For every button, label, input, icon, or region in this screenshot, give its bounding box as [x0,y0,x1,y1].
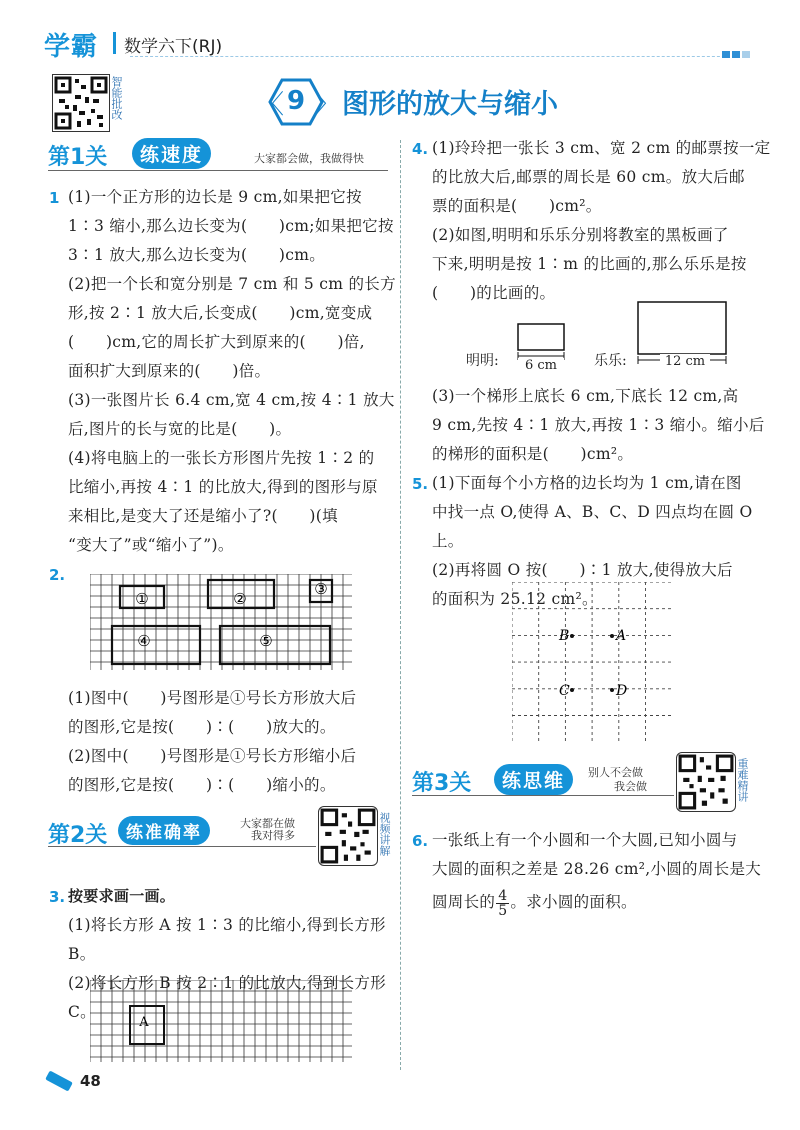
chapter-title: 图形的放大与缩小 [342,89,558,120]
level2-number: 第2关 [48,823,108,848]
level3-pill: 练思维 [494,764,573,795]
q2-label-2: ② [233,590,247,608]
level2-pill: 练准确率 [118,816,210,845]
q1body-line-2: 1∶3 缩小,那么边长变为( )cm;如果把它按 [68,217,394,235]
level2-hint-line2: 我对得多 [251,829,295,842]
q6-number: 6. [412,832,429,850]
fraction-numerator: 4 [498,887,508,904]
qr-code-level3[interactable] [676,752,736,812]
q3body-line-1: (1)将长方形 A 按 1∶3 的比缩小,得到长方形 B。 [68,916,386,963]
rectangle-a-label: A [139,1015,149,1030]
qr-pattern-icon [53,75,109,131]
q3-grid[interactable] [90,980,352,1062]
q2-body [68,684,398,800]
q1body-line-10: (4)将电脑上的一张长方形图片先按 1∶2 的 [68,449,375,467]
q4-label-mingming: 明明: [466,353,499,369]
q2-label-5: ⑤ [259,632,273,650]
q1body-line-4: (2)把一个长和宽分别是 7 cm 和 5 cm 的长方 [68,275,396,293]
brand-logo: 学霸 [44,32,99,62]
q4-dim-mingming: 6 cm [518,358,564,373]
q4body1-line-2: 的比放大后,邮票的周长是 60 cm。放大后邮 [432,168,745,186]
q6-line-2: 大圆的面积之差是 28.26 cm²,小圆的周长是大 [432,860,762,878]
q1-number: 1 [49,189,60,207]
q1body-line-9: 后,图片的长与宽的比是( )。 [68,420,292,438]
header-dots [720,43,750,62]
qr-code-top[interactable] [52,74,110,132]
q1body-line-8: (3)一张图片长 6.4 cm,宽 4 cm,按 4∶1 放大 [68,391,395,409]
q2-label-4: ④ [137,632,151,650]
header-rule [130,56,750,57]
q5body-line-3: (2)再将圆 O 按( )∶1 放大,使得放大后 [432,561,733,579]
q1body-line-3: 3∶1 放大,那么边长变为( )cm。 [68,246,326,264]
level3-hint-line1: 别人不会做 [588,766,643,779]
q1body-line-6: ( )cm,它的周长扩大到原来的( )倍, [68,333,365,351]
q4-label-lele: 乐乐: [594,353,627,369]
q5-dotted-grid[interactable] [512,582,674,744]
q3-title: 按要求画一画。 [68,887,176,905]
q1body-line-1: (1)一个正方形的边长是 9 cm,如果把它按 [68,188,362,206]
level3-hint [588,766,647,794]
q2body-line-2: 的图形,它是按( )∶( )放大的。 [68,718,336,736]
fraction [496,889,509,918]
q6-line-3-pre: 圆周长的 [432,893,496,911]
qr-pattern-icon [319,807,377,865]
q4body2-line-2: 9 cm,先按 4∶1 放大,再按 1∶3 缩小。缩小后 [432,416,765,434]
q2body-line-3: (2)图中( )号图形是①号长方形缩小后 [68,747,357,765]
q2body-line-1: (1)图中( )号图形是①号长方形放大后 [68,689,357,707]
q6-line-3 [432,888,772,918]
q4-body-part1 [432,134,772,308]
level1-number: 第1关 [48,145,108,170]
q2-number: 2. [49,566,66,584]
q4body2-line-1: (3)一个梯形上底长 6 cm,下底长 12 cm,高 [432,387,739,405]
q1body-line-7: 面积扩大到原来的( )倍。 [68,362,271,380]
q5body-line-2: 中找一点 O,使得 A、B、C、D 四点均在圆 O 上。 [432,503,753,550]
q2-label-3: ③ [314,580,328,598]
q6-body [432,826,772,918]
q2body-line-4: 的图形,它是按( )∶( )缩小的。 [68,776,336,794]
q5-number: 5. [412,475,429,493]
qr-code-level2[interactable] [318,806,378,866]
level3-number: 第3关 [412,771,472,796]
qr-top-label: 智能批改 [110,76,123,120]
q4body1-line-1: (1)玲玲把一张长 3 cm、宽 2 cm 的邮票按一定 [432,139,771,157]
q1body-line-5: 形,按 2∶1 放大后,长变成( )cm,宽变成 [68,304,373,322]
q3-number: 3. [49,888,66,906]
qr-pattern-icon [677,753,735,811]
q5body-line-1: (1)下面每个小方格的边长均为 1 cm,请在图 [432,474,742,492]
q1body-line-12: 来相比,是变大了还是缩小了?( )(填 [68,507,338,525]
q4body2-line-3: 的梯形的面积是( )cm²。 [432,445,634,463]
q5-point-c: C [559,683,570,699]
qr-level3-label: 重难精讲 [736,758,749,802]
q1body-line-13: “变大了”或“缩小了”)。 [68,536,234,554]
level2-rule [48,846,316,847]
level2-hint-line1: 大家都在做 [240,817,295,830]
q4body1-line-3: 票的面积是( )cm²。 [432,197,602,215]
level2-hint [240,818,295,842]
pencil-icon [45,1070,73,1091]
column-divider [400,140,401,1070]
q5body-line-4: 的面积为 25.12 cm²。 [432,590,598,608]
qr-level2-label: 视频讲解 [378,812,391,856]
q6-line-3-post: 。求小圆的面积。 [510,893,637,911]
q4-number: 4. [412,140,429,158]
chevron-right-icon: 〉 [314,90,341,120]
level3-hint-line2: 我会做 [614,780,647,793]
level3-rule [412,795,674,796]
level1-rule [48,170,388,171]
q2-label-1: ① [135,590,149,608]
fraction-denominator: 5 [498,902,508,919]
brand-separator [113,32,116,54]
q1body-line-11: 比缩小,再按 4∶1 的比放大,得到的图形与原 [68,478,378,496]
q2-grid [90,574,352,670]
q6-line-1: 一张纸上有一个小圆和一个大圆,已知小圆与 [432,831,738,849]
chapter-number: 9 [286,86,306,116]
q4body1-line-6: ( )的比画的。 [432,284,556,302]
q4-dim-lele: 12 cm [660,354,710,369]
q5-point-b: B [559,628,570,644]
q5-point-a: A [616,628,627,644]
level1-hint: 大家都会做，我做得快 [254,152,364,165]
level1-pill: 练速度 [132,138,211,169]
q3body-line-2: (2)将长方形 B 按 2∶1 的比放大,得到长方形 C。 [68,974,387,1021]
q5-point-d: D [616,683,628,699]
chevron-left-icon: 〈 [258,90,285,120]
q4body1-line-5: 下来,明明是按 1∶m 的比画的,那么乐乐是按 [432,255,747,273]
q4-body-part2 [432,382,772,469]
book-title: 数学六下(RJ) [124,37,223,57]
page-number: 48 [80,1072,101,1090]
q4body1-line-4: (2)如图,明明和乐乐分别将教室的黑板画了 [432,226,729,244]
q1-body [68,183,398,560]
